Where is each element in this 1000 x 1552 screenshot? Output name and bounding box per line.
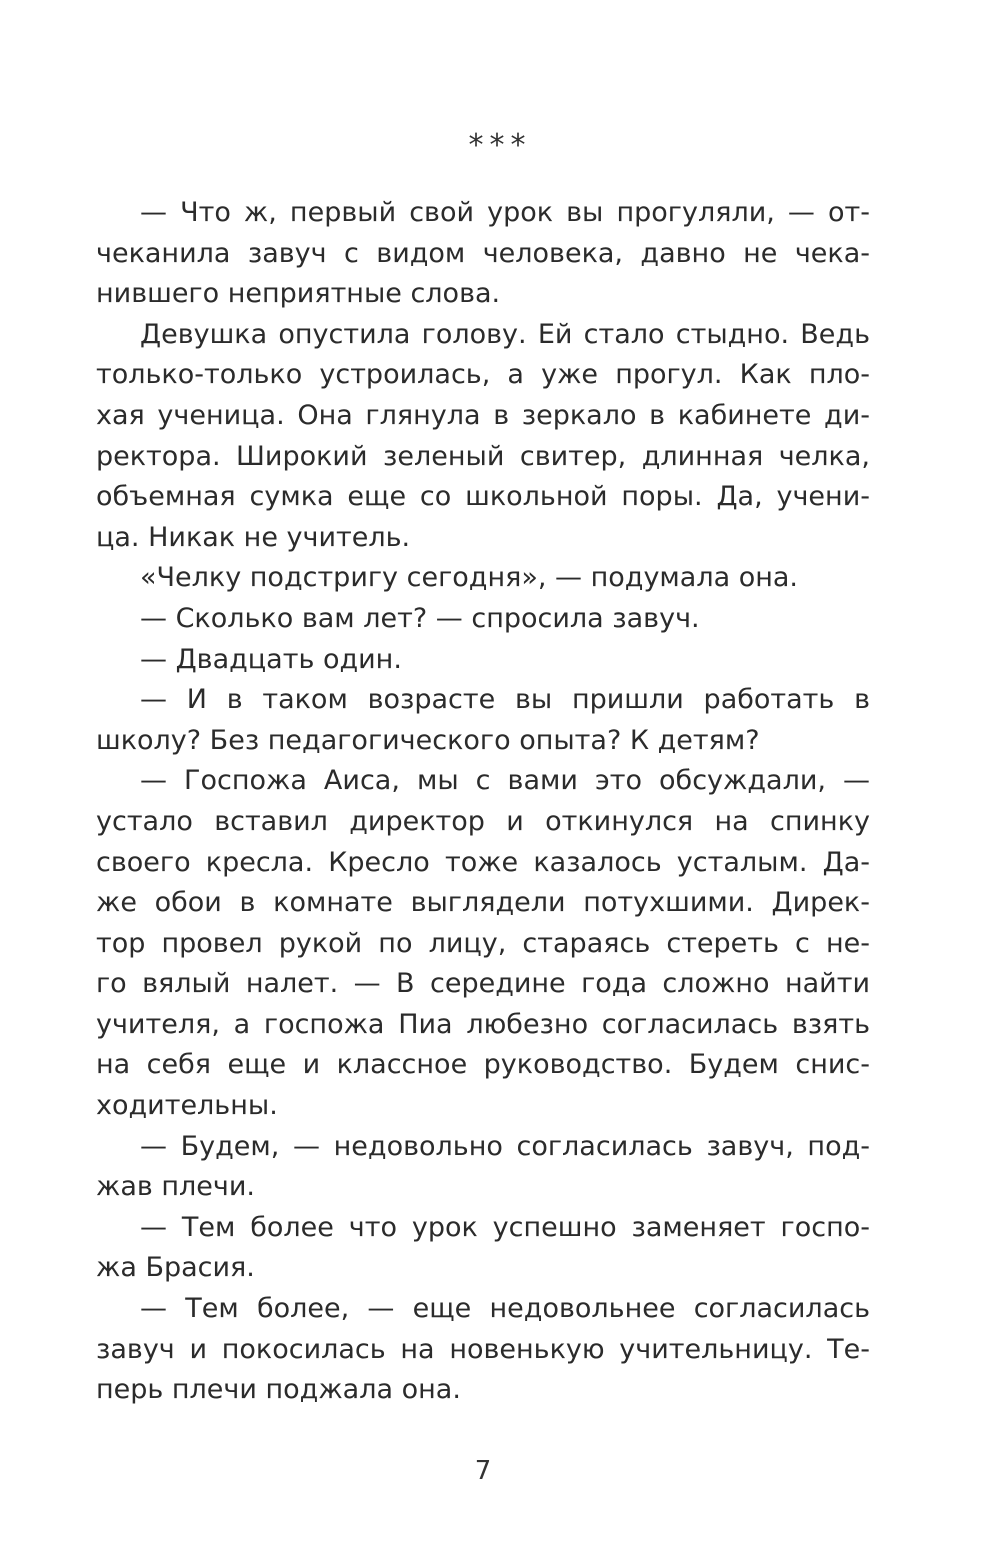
text-line: тор провел рукой по лицу, стараясь стереть с не- — [96, 927, 870, 959]
text-line: устало вставил директор и откинулся на спинку — [96, 805, 870, 837]
text-line: объемная сумка еще со школьной поры. Да, учени- — [96, 481, 870, 513]
text-line: учителя, а госпожа Пиа любезно согласилась взять — [96, 1008, 870, 1040]
text-line: — И в таком возрасте вы пришли работать в — [140, 684, 870, 716]
text-line: же обои в комнате выглядели потухшими. Дирек- — [96, 887, 870, 919]
body-text — [96, 193, 870, 1411]
text-line: только-только устроилась, а уже прогул. Как пло- — [96, 359, 870, 391]
text-line: — Будем, — недовольно согласилась завуч, под- — [140, 1130, 870, 1162]
text-line: ходительны. — [96, 1090, 278, 1122]
text-line: — Тем более что урок успешно заменяет госпо- — [140, 1211, 870, 1243]
text-line: — Сколько вам лет? — спросила завуч. — [140, 602, 700, 634]
text-line: — Госпожа Аиса, мы с вами это обсуждали, — — [140, 765, 870, 797]
text-line: ректора. Широкий зеленый свитер, длинная челка, — [96, 440, 870, 472]
text-line: «Челку подстригу сегодня», — подумала она. — [140, 562, 799, 594]
text-line: го вялый налет. — В середине года сложно найти — [96, 968, 870, 1000]
page-number: 7 — [474, 1456, 492, 1486]
text-line: жав плечи. — [96, 1171, 255, 1203]
text-line: хая ученица. Она глянула в зеркало в кабинете ди- — [96, 399, 870, 431]
text-line: — Тем более, — еще недовольнее согласилась — [140, 1293, 870, 1325]
text-line: — Что ж, первый свой урок вы прогуляли, — от- — [140, 197, 870, 228]
section-separator: *** — [468, 128, 532, 163]
text-line: на себя еще и классное руководство. Будем снис- — [96, 1049, 870, 1081]
text-line: нившего неприятные слова. — [96, 278, 501, 310]
text-line: — Двадцать один. — [140, 643, 402, 675]
text-line: чеканила завуч с видом человека, давно не чека- — [96, 237, 870, 269]
text-line: ца. Никак не учитель. — [96, 521, 411, 553]
text-line: своего кресла. Кресло тоже казалось усталым. Да- — [96, 846, 870, 878]
text-line: перь плечи поджала она. — [96, 1374, 461, 1406]
text-line: Девушка опустила голову. Ей стало стыдно. Ведь — [140, 318, 870, 350]
text-line: жа Брасия. — [96, 1252, 255, 1284]
text-line: завуч и покосилась на новенькую учительницу. Те- — [96, 1333, 870, 1365]
text-line: школу? Без педагогического опыта? К детям? — [96, 724, 760, 756]
